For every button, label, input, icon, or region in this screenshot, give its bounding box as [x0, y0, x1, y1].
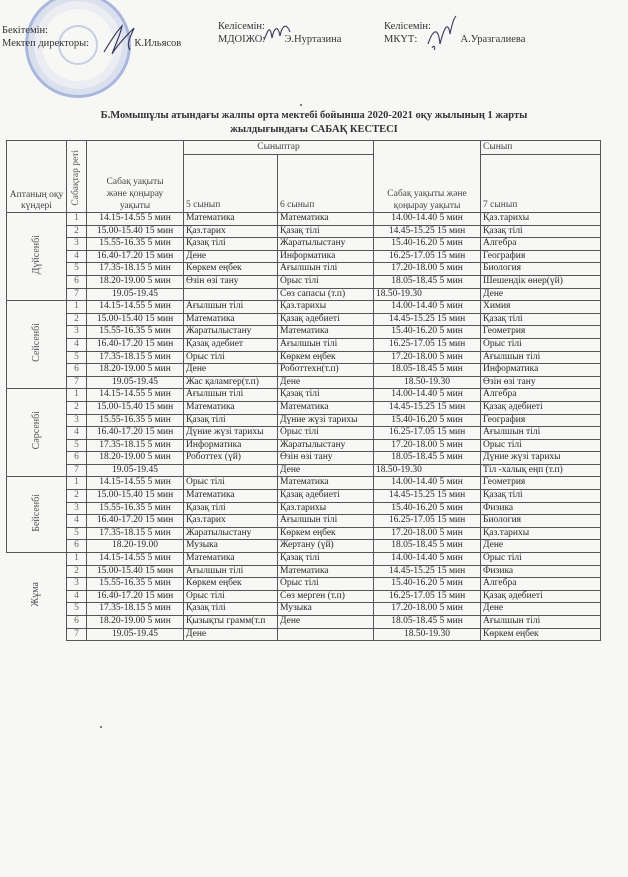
- class5-subject: Қазақ әдебиет: [184, 338, 278, 351]
- table-row: [7, 452, 601, 465]
- class7-subject: Алгебра: [481, 238, 601, 251]
- table-row: [7, 439, 601, 452]
- lesson-time-7: 16.25-17.05 15 мин: [374, 250, 481, 263]
- lesson-time-7: 18.50-19.30: [374, 288, 481, 301]
- class5-subject: Математика: [184, 313, 278, 326]
- approved-label: Бекітемін:: [2, 25, 49, 36]
- class7-subject: Қазақ тілі: [481, 225, 601, 238]
- mkut-signature-icon: [424, 14, 458, 52]
- lesson-number: 2: [67, 401, 87, 414]
- class7-subject: Ағылшын тілі: [481, 351, 601, 364]
- class5-subject: Қаз.тарих: [184, 515, 278, 528]
- table-row: [7, 376, 601, 389]
- class6-subject: Қазақ әдебиеті: [278, 490, 374, 503]
- class6-subject: Математика: [278, 477, 374, 490]
- lesson-time-5-6: 19.05-19.45: [87, 376, 184, 389]
- class7-subject: Тіл -халық еңп (т.п): [481, 464, 601, 477]
- lesson-time-5-6: 14.15-14.55 5 мин: [87, 213, 184, 226]
- class5-subject: Информатика: [184, 439, 278, 452]
- table-row: [7, 540, 601, 553]
- day-cell: [7, 389, 67, 477]
- day-cell: [7, 477, 67, 553]
- lesson-time-7: 15.40-16.20 5 мин: [374, 578, 481, 591]
- mdoizho-signature-icon: [262, 20, 292, 44]
- lesson-time-5-6: 15.55-16.35 5 мин: [87, 578, 184, 591]
- lesson-number: 1: [67, 553, 87, 566]
- class6-subject: Дене: [278, 376, 374, 389]
- class6-subject: Ағылшын тілі: [278, 515, 374, 528]
- table-row: [7, 263, 601, 276]
- class7-subject: Ағылшын тілі: [481, 616, 601, 629]
- lesson-number: 3: [67, 414, 87, 427]
- header-order: Сабақтар реті: [70, 149, 81, 206]
- lesson-time-7: 17.20-18.00 5 мин: [374, 351, 481, 364]
- class5-subject: Дене: [184, 628, 278, 641]
- class5-subject: Орыс тілі: [184, 477, 278, 490]
- class6-subject: Дүние жүзі тарихы: [278, 414, 374, 427]
- header-day: Аптаның оқу күндері: [7, 141, 67, 213]
- class7-subject: География: [481, 250, 601, 263]
- lesson-time-5-6: 19.05-19.45: [87, 464, 184, 477]
- table-row: [7, 464, 601, 477]
- agreed1-role: МДОІЖО:: [218, 34, 266, 45]
- lesson-number: 5: [67, 439, 87, 452]
- class6-subject: Орыс тілі: [278, 427, 374, 440]
- header-time2: Сабақ уақыты және қоңырау уақыты: [374, 141, 481, 213]
- class6-subject: Жаратылыстану: [278, 238, 374, 251]
- page-title-line1: Б.Момышұлы атындағы жалпы орта мектебі бойынша 2020-2021 оқу жылының 1 жарты: [100, 110, 528, 121]
- class6-subject: Қазақ тілі: [278, 225, 374, 238]
- class7-subject: География: [481, 414, 601, 427]
- class7-subject: Геометрия: [481, 477, 601, 490]
- lesson-time-7: 18.05-18.45 5 мин: [374, 452, 481, 465]
- table-row: [7, 515, 601, 528]
- table-row: [7, 238, 601, 251]
- lesson-time-5-6: 14.15-14.55 5 мин: [87, 301, 184, 314]
- class6-subject: Информатика: [278, 250, 374, 263]
- lesson-number: 3: [67, 238, 87, 251]
- lesson-number: 5: [67, 603, 87, 616]
- header-class-group: Сынып: [481, 141, 601, 155]
- class7-subject: Орыс тілі: [481, 439, 601, 452]
- class5-subject: Математика: [184, 213, 278, 226]
- class5-subject: [184, 464, 278, 477]
- lesson-number: 2: [67, 490, 87, 503]
- lesson-number: 6: [67, 275, 87, 288]
- class7-subject: Биология: [481, 515, 601, 528]
- lesson-time-5-6: 17.35-18.15 5 мин: [87, 603, 184, 616]
- class6-subject: Роботтехн(т.п): [278, 364, 374, 377]
- class5-subject: Қызықты грамм(т.п: [184, 616, 278, 629]
- schedule-table: [6, 140, 601, 641]
- class6-subject: Көркем еңбек: [278, 527, 374, 540]
- lesson-number: 2: [67, 225, 87, 238]
- table-row: [7, 565, 601, 578]
- class5-subject: Дене: [184, 250, 278, 263]
- table-row: [7, 389, 601, 402]
- lesson-time-7: 14.45-15.25 15 мин: [374, 225, 481, 238]
- class6-subject: Көркем еңбек: [278, 351, 374, 364]
- table-row: [7, 275, 601, 288]
- header-class6: 6 сынып: [278, 155, 374, 213]
- lesson-number: 6: [67, 616, 87, 629]
- agreed2-role: МКҮТ:: [384, 34, 418, 45]
- class7-subject: Орыс тілі: [481, 553, 601, 566]
- class6-subject: Қазақ тілі: [278, 389, 374, 402]
- class5-subject: Математика: [184, 553, 278, 566]
- lesson-time-7: 17.20-18.00 5 мин: [374, 263, 481, 276]
- header-classes-group: Сыныптар: [184, 141, 374, 155]
- table-row: [7, 490, 601, 503]
- class7-subject: Дене: [481, 288, 601, 301]
- table-row: [7, 250, 601, 263]
- lesson-time-7: 17.20-18.00 5 мин: [374, 527, 481, 540]
- lesson-time-5-6: 17.35-18.15 5 мин: [87, 527, 184, 540]
- lesson-number: 5: [67, 527, 87, 540]
- class7-subject: Қазақ тілі: [481, 490, 601, 503]
- day-cell: [7, 301, 67, 389]
- class7-subject: Информатика: [481, 364, 601, 377]
- lesson-time-7: 18.05-18.45 5 мин: [374, 364, 481, 377]
- day-name: Дүйсенбі: [30, 234, 42, 274]
- class5-subject: Орыс тілі: [184, 590, 278, 603]
- lesson-time-5-6: 18.20-19.00 5 мин: [87, 616, 184, 629]
- agreed1-label: Келісемін:: [218, 21, 265, 32]
- class5-subject: Жаратылыстану: [184, 527, 278, 540]
- class7-subject: Химия: [481, 301, 601, 314]
- lesson-time-5-6: 17.35-18.15 5 мин: [87, 439, 184, 452]
- class6-subject: Орыс тілі: [278, 578, 374, 591]
- lesson-time-7: 18.50-19.30: [374, 376, 481, 389]
- lesson-time-5-6: 15.55-16.35 5 мин: [87, 502, 184, 515]
- class5-subject: Жаратылыстану: [184, 326, 278, 339]
- class5-subject: Көркем еңбек: [184, 263, 278, 276]
- lesson-time-7: 14.00-14.40 5 мин: [374, 477, 481, 490]
- lesson-number: 6: [67, 540, 87, 553]
- director-label: Мектеп директоры:: [2, 38, 90, 49]
- lesson-time-7: 17.20-18.00 5 мин: [374, 603, 481, 616]
- lesson-time-5-6: 19.05-19.45: [87, 628, 184, 641]
- class6-subject: Математика: [278, 401, 374, 414]
- lesson-number: 1: [67, 389, 87, 402]
- class5-subject: Қазақ тілі: [184, 603, 278, 616]
- lesson-time-5-6: 15.00-15.40 15 мин: [87, 565, 184, 578]
- class7-subject: Физика: [481, 565, 601, 578]
- lesson-time-7: 16.25-17.05 15 мин: [374, 590, 481, 603]
- lesson-time-7: 15.40-16.20 5 мин: [374, 238, 481, 251]
- lesson-time-7: 14.45-15.25 15 мин: [374, 565, 481, 578]
- class5-subject: Роботтех (үй): [184, 452, 278, 465]
- lesson-number: 5: [67, 263, 87, 276]
- lesson-number: 4: [67, 250, 87, 263]
- class6-subject: Қаз.тарихы: [278, 301, 374, 314]
- lesson-time-5-6: 15.55-16.35 5 мин: [87, 414, 184, 427]
- page-title-line2: жылдығындағы САБАҚ КЕСТЕСІ: [230, 124, 398, 135]
- director-signature-icon: [100, 22, 140, 58]
- lesson-time-7: 15.40-16.20 5 мин: [374, 502, 481, 515]
- lesson-time-7: 14.45-15.25 15 мин: [374, 490, 481, 503]
- class6-subject: Музыка: [278, 603, 374, 616]
- class7-subject: Ағылшын тілі: [481, 427, 601, 440]
- lesson-number: 5: [67, 351, 87, 364]
- lesson-number: 3: [67, 502, 87, 515]
- day-name: Сәрсенбі: [30, 411, 42, 450]
- day-name: Бейсенбі: [30, 493, 42, 532]
- header-order-cell: [67, 141, 87, 213]
- lesson-time-7: 18.50-19.30: [374, 628, 481, 641]
- agreed2-name: А.Уразгалиева: [460, 34, 526, 45]
- header-time1: Сабақ уақыты және қоңырау уақыты: [87, 141, 184, 213]
- lesson-time-5-6: 16.40-17.20 15 мин: [87, 338, 184, 351]
- table-row: [7, 326, 601, 339]
- class5-subject: Көркем еңбек: [184, 578, 278, 591]
- lesson-number: 4: [67, 590, 87, 603]
- class6-subject: Қазақ әдебиеті: [278, 313, 374, 326]
- class5-subject: Математика: [184, 401, 278, 414]
- table-row: [7, 364, 601, 377]
- lesson-time-7: 18.05-18.45 5 мин: [374, 275, 481, 288]
- table-row: [7, 414, 601, 427]
- class7-subject: Геометрия: [481, 326, 601, 339]
- speck-mark: [100, 726, 102, 728]
- table-row: [7, 313, 601, 326]
- lesson-time-7: 14.00-14.40 5 мин: [374, 553, 481, 566]
- class5-subject: Қазақ тілі: [184, 414, 278, 427]
- class7-subject: Алгебра: [481, 389, 601, 402]
- agreed1-name: Э.Нуртазина: [284, 34, 342, 45]
- class5-subject: Дүние жүзі тарихы: [184, 427, 278, 440]
- class7-subject: Қазақ әдебиеті: [481, 401, 601, 414]
- lesson-time-7: 16.25-17.05 15 мин: [374, 515, 481, 528]
- class7-subject: Қазақ тілі: [481, 313, 601, 326]
- class7-subject: Алгебра: [481, 578, 601, 591]
- lesson-time-5-6: 17.35-18.15 5 мин: [87, 351, 184, 364]
- lesson-time-7: 17.20-18.00 5 мин: [374, 439, 481, 452]
- lesson-number: 7: [67, 288, 87, 301]
- class5-subject: Ағылшын тілі: [184, 565, 278, 578]
- class5-subject: Дене: [184, 364, 278, 377]
- speck-mark: [300, 104, 302, 106]
- class6-subject: Сөз сапасы (т.п): [278, 288, 374, 301]
- lesson-time-7: 18.05-18.45 5 мин: [374, 540, 481, 553]
- lesson-number: 7: [67, 628, 87, 641]
- class5-subject: Өзін өзі тану: [184, 275, 278, 288]
- class6-subject: Математика: [278, 565, 374, 578]
- class6-subject: Жаратылыстану: [278, 439, 374, 452]
- lesson-time-7: 18.05-18.45 5 мин: [374, 616, 481, 629]
- lesson-time-5-6: 14.15-14.55 5 мин: [87, 477, 184, 490]
- class5-subject: Жас қаламгер(т.п): [184, 376, 278, 389]
- class6-subject: Қазақ тілі: [278, 553, 374, 566]
- table-row: [7, 288, 601, 301]
- class7-subject: Шешендік өнер(үй): [481, 275, 601, 288]
- lesson-number: 4: [67, 427, 87, 440]
- lesson-time-7: 14.00-14.40 5 мин: [374, 389, 481, 402]
- lesson-time-5-6: 15.00-15.40 15 мин: [87, 313, 184, 326]
- lesson-time-7: 16.25-17.05 15 мин: [374, 338, 481, 351]
- agreed2-label: Келісемін:: [384, 21, 431, 32]
- class7-subject: Дене: [481, 603, 601, 616]
- lesson-time-5-6: 18.20-19.00 5 мин: [87, 452, 184, 465]
- lesson-time-5-6: 14.15-14.55 5 мин: [87, 389, 184, 402]
- lesson-time-5-6: 17.35-18.15 5 мин: [87, 263, 184, 276]
- class5-subject: Қазақ тілі: [184, 238, 278, 251]
- lesson-time-5-6: 16.40-17.20 15 мин: [87, 515, 184, 528]
- lesson-number: 4: [67, 338, 87, 351]
- lesson-time-7: 15.40-16.20 5 мин: [374, 326, 481, 339]
- lesson-time-7: 14.45-15.25 15 мин: [374, 401, 481, 414]
- class6-subject: Жертану (үй): [278, 540, 374, 553]
- class6-subject: Математика: [278, 213, 374, 226]
- class6-subject: [278, 628, 374, 641]
- lesson-time-5-6: 16.40-17.20 15 мин: [87, 427, 184, 440]
- table-row: [7, 502, 601, 515]
- table-row: [7, 553, 601, 566]
- class7-subject: Орыс тілі: [481, 338, 601, 351]
- class5-subject: Орыс тілі: [184, 351, 278, 364]
- class6-subject: Сөз мерген (т.п): [278, 590, 374, 603]
- lesson-number: 3: [67, 578, 87, 591]
- lesson-time-5-6: 19.05-19.45: [87, 288, 184, 301]
- class6-subject: Математика: [278, 326, 374, 339]
- lesson-number: 2: [67, 565, 87, 578]
- table-row: [7, 351, 601, 364]
- lesson-number: 6: [67, 452, 87, 465]
- lesson-time-7: 14.00-14.40 5 мин: [374, 301, 481, 314]
- table-row: [7, 225, 601, 238]
- class6-subject: Дене: [278, 464, 374, 477]
- lesson-time-5-6: 15.55-16.35 5 мин: [87, 238, 184, 251]
- lesson-time-5-6: 14.15-14.55 5 мин: [87, 553, 184, 566]
- day-name: Сейсенбі: [30, 323, 42, 362]
- class5-subject: Математика: [184, 490, 278, 503]
- table-row: [7, 338, 601, 351]
- lesson-time-5-6: 18.20-19.00 5 мин: [87, 364, 184, 377]
- lesson-number: 7: [67, 464, 87, 477]
- class7-subject: Қаз.тарихы: [481, 527, 601, 540]
- class5-subject: Ағылшын тілі: [184, 389, 278, 402]
- class5-subject: Музыка: [184, 540, 278, 553]
- lesson-number: 1: [67, 213, 87, 226]
- class6-subject: Орыс тілі: [278, 275, 374, 288]
- lesson-time-7: 14.00-14.40 5 мин: [374, 213, 481, 226]
- class7-subject: Қаз.тарихы: [481, 213, 601, 226]
- table-row: [7, 301, 601, 314]
- lesson-number: 7: [67, 376, 87, 389]
- table-row: [7, 401, 601, 414]
- class6-subject: Ағылшын тілі: [278, 263, 374, 276]
- approval-block-director: [2, 24, 181, 50]
- lesson-number: 3: [67, 326, 87, 339]
- lesson-number: 1: [67, 477, 87, 490]
- day-cell: [7, 553, 67, 641]
- lesson-time-5-6: 18.20-19.00: [87, 540, 184, 553]
- class5-subject: Қазақ тілі: [184, 502, 278, 515]
- day-cell: [7, 213, 67, 301]
- lesson-time-5-6: 15.55-16.35 5 мин: [87, 326, 184, 339]
- class5-subject: Қаз.тарих: [184, 225, 278, 238]
- lesson-time-7: 18.50-19.30: [374, 464, 481, 477]
- lesson-time-5-6: 15.00-15.40 15 мин: [87, 490, 184, 503]
- class7-subject: Көркем еңбек: [481, 628, 601, 641]
- table-row: [7, 213, 601, 226]
- director-name: К.Ильясов: [134, 38, 182, 49]
- class7-subject: Қазақ әдебиеті: [481, 590, 601, 603]
- lesson-time-5-6: 18.20-19.00 5 мин: [87, 275, 184, 288]
- table-row: [7, 527, 601, 540]
- class7-subject: Дене: [481, 540, 601, 553]
- class7-subject: Өзін өзі тану: [481, 376, 601, 389]
- class6-subject: Ағылшын тілі: [278, 338, 374, 351]
- class5-subject: [184, 288, 278, 301]
- class6-subject: Өзін өзі тану: [278, 452, 374, 465]
- table-row: [7, 628, 601, 641]
- class7-subject: Дүние жүзі тарихы: [481, 452, 601, 465]
- lesson-time-7: 15.40-16.20 5 мин: [374, 414, 481, 427]
- lesson-number: 4: [67, 515, 87, 528]
- class7-subject: Физика: [481, 502, 601, 515]
- lesson-time-5-6: 16.40-17.20 15 мин: [87, 590, 184, 603]
- class5-subject: Ағылшын тілі: [184, 301, 278, 314]
- lesson-time-5-6: 15.00-15.40 15 мин: [87, 401, 184, 414]
- lesson-number: 6: [67, 364, 87, 377]
- lesson-time-5-6: 15.00-15.40 15 мин: [87, 225, 184, 238]
- class7-subject: Биология: [481, 263, 601, 276]
- class6-subject: Қаз.тарихы: [278, 502, 374, 515]
- lesson-time-5-6: 16.40-17.20 15 мин: [87, 250, 184, 263]
- lesson-number: 1: [67, 301, 87, 314]
- lesson-number: 2: [67, 313, 87, 326]
- table-row: [7, 616, 601, 629]
- lesson-time-7: 14.45-15.25 15 мин: [374, 313, 481, 326]
- table-row: [7, 578, 601, 591]
- table-row: [7, 427, 601, 440]
- header-class5: 5 сынып: [184, 155, 278, 213]
- lesson-time-7: 16.25-17.05 15 мин: [374, 427, 481, 440]
- table-row: [7, 590, 601, 603]
- class6-subject: Дене: [278, 616, 374, 629]
- table-row: [7, 477, 601, 490]
- day-name: Жұма: [30, 582, 42, 607]
- header-class7: 7 сынып: [481, 155, 601, 213]
- table-row: [7, 603, 601, 616]
